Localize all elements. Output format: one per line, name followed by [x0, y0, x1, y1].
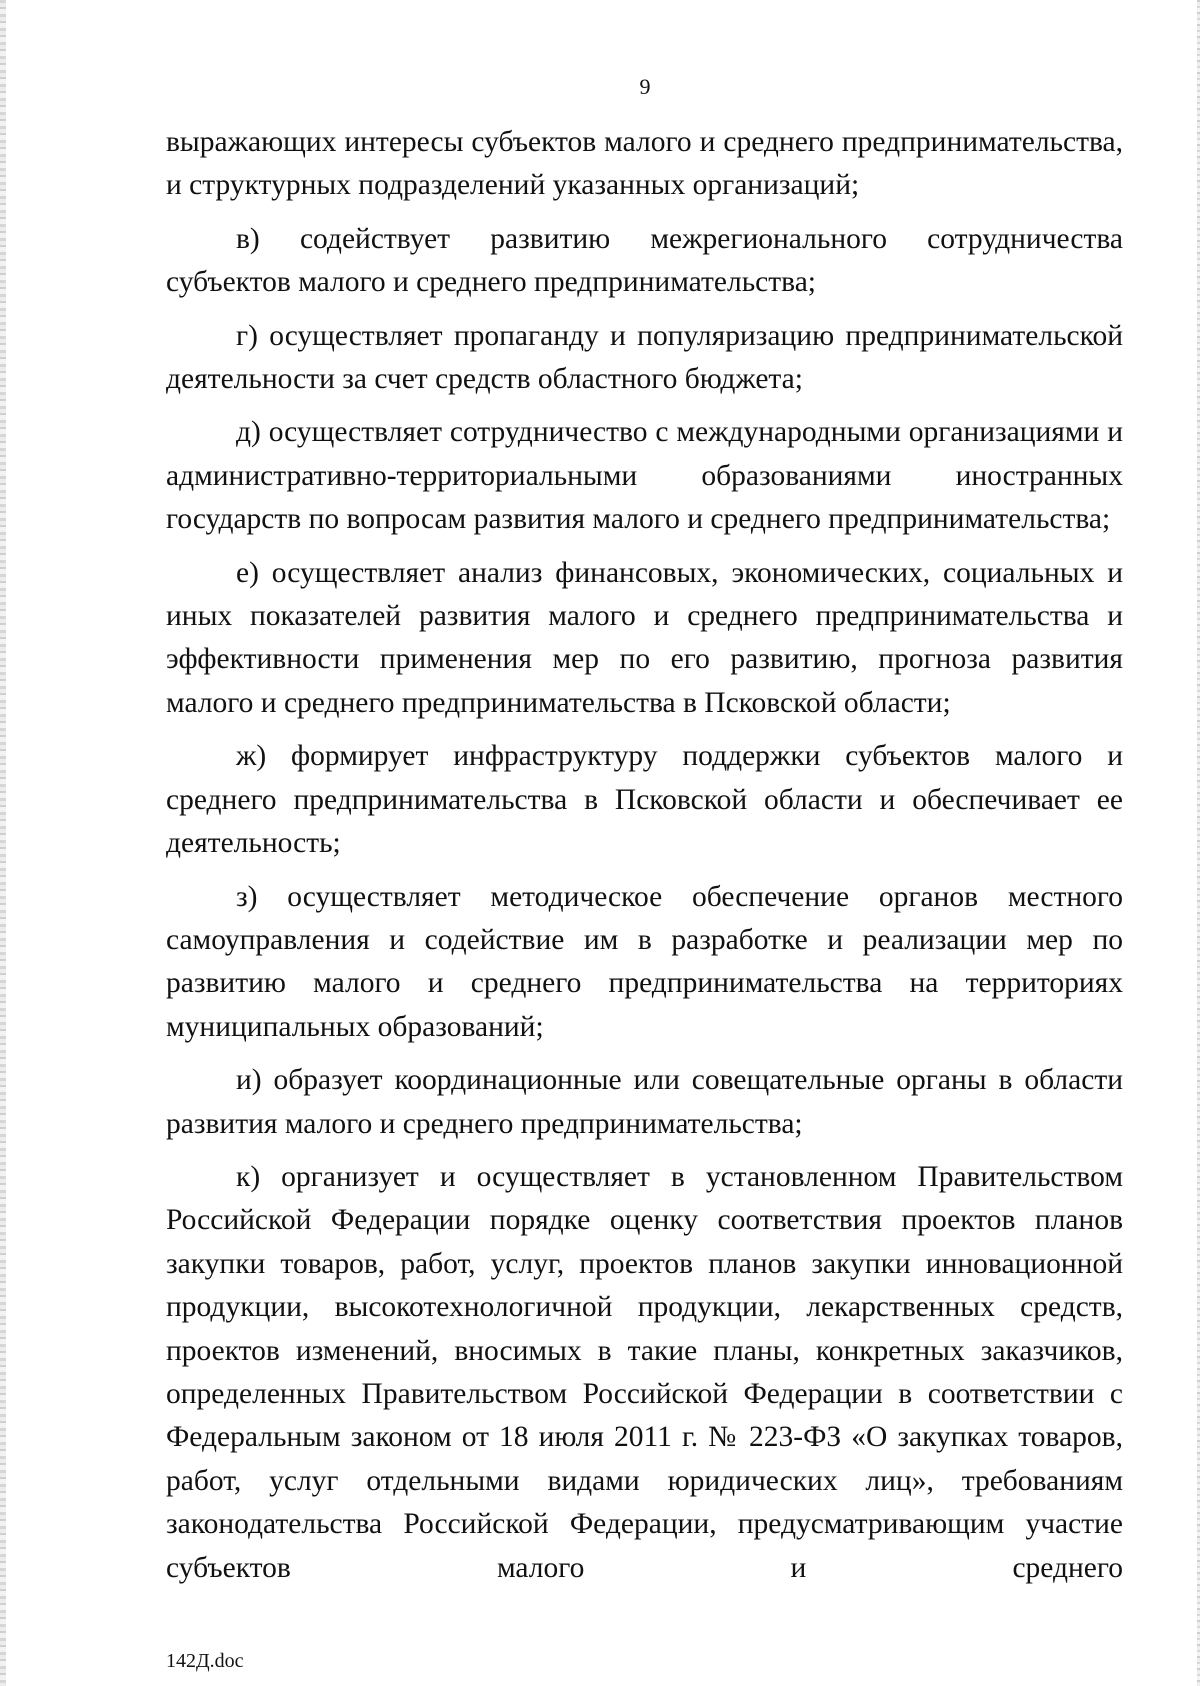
scan-edge-left [0, 0, 6, 1686]
paragraph-item-zh: ж) формирует инфраструктуру поддержки субъектов малого и среднего предпринимательства в Псковской области и обеспечивает ее деятельность; [166, 740, 1123, 860]
paragraph-item-g: г) осуществляет пропаганду и популяризацию предпринимательской деятельности за счет средств областного бюджета; [166, 319, 1123, 396]
footer-filename: 142Д.doc [166, 1650, 244, 1672]
paragraph-item-e: е) осуществляет анализ финансовых, экономических, социальных и иных показателей развития малого и среднего предпринимательства и эффективности применения мер по его развитию, прогноза развития малого и среднего предпринимательства в Псковской области; [166, 556, 1123, 719]
paragraph-item-i: и) образует координационные или совещательные органы в области развития малого и среднего предпринимательства; [166, 1064, 1123, 1140]
page-number: 9 [639, 74, 651, 99]
paragraph-item-k: к) организует и осуществляет в установленном Правительством Российской Федерации порядке оценку соответствия проектов планов закупки товаров, работ, услуг, проектов планов закупки инновационной продукции, высокотехнологичной продукции, лекарственных средств, проектов изменений, вносимых в такие планы, конкретных заказчиков, определенных Правительством Российской Федерации в соответствии с Федеральным законом от 18 июля 2011 г. № 223-ФЗ «О закупках товаров, работ, услуг отдельными видами юридических лиц», требованиям законодательства Российской Федерации, предусматривающим участие субъектов малого и среднего [166, 1160, 1123, 1584]
paragraph-continuation: выражающих интересы субъектов малого и среднего предпринимательства, и структурных подразделений указанных организаций; [166, 126, 1123, 202]
paragraph-item-d: д) осуществляет сотрудничество с международными организациями и административно-территориальными образованиями иностранных государств по вопросам развития малого и среднего предпринимательства; [166, 416, 1123, 536]
paragraph-item-z: з) осуществляет методическое обеспечение органов местного самоуправления и содействие им в разработке и реализации мер по развитию малого и среднего предпринимательства на территориях муниципальных образований; [166, 880, 1123, 1043]
document-body [166, 121, 1123, 1590]
paragraph-item-v: в) содействует развитию межрегионального сотрудничества субъектов малого и среднего предпринимательства; [166, 222, 1123, 299]
